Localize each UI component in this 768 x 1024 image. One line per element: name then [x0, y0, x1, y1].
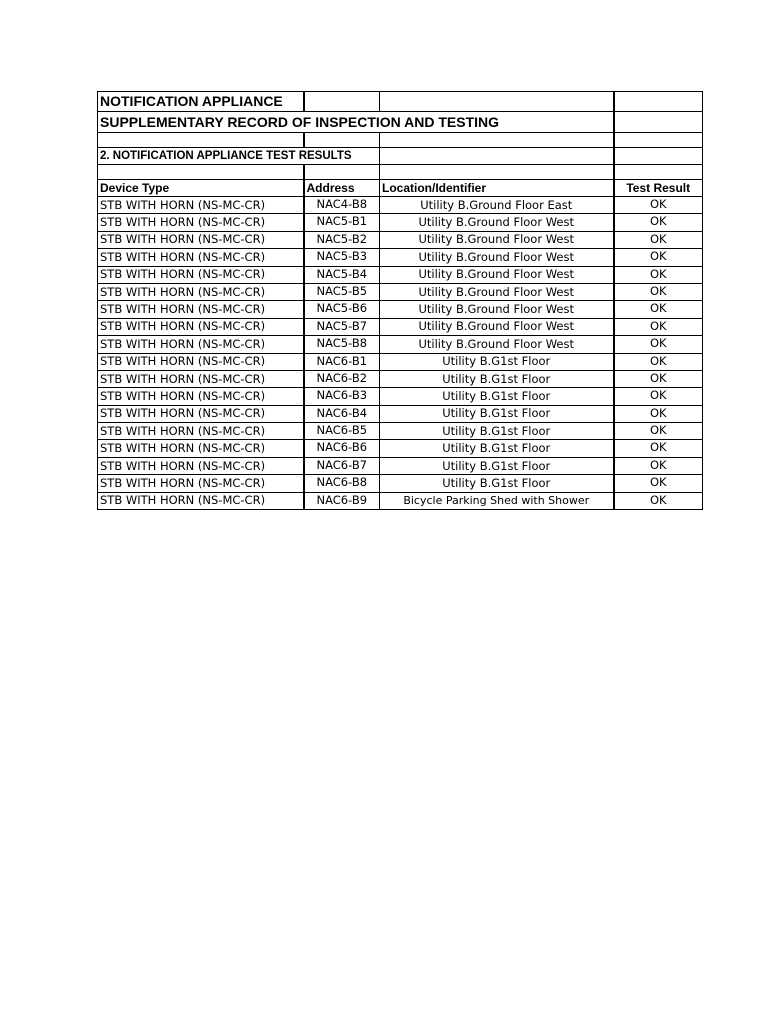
device-type-cell: STB WITH HORN (NS-MC-CR) [98, 370, 304, 387]
device-type-cell: STB WITH HORN (NS-MC-CR) [98, 405, 304, 422]
location-cell: Utility B.G1st Floor [380, 353, 614, 370]
device-type-cell: STB WITH HORN (NS-MC-CR) [98, 197, 304, 214]
device-type-cell: STB WITH HORN (NS-MC-CR) [98, 353, 304, 370]
test-result-cell: OK [614, 214, 703, 231]
test-result-cell: OK [614, 370, 703, 387]
device-type-cell: STB WITH HORN (NS-MC-CR) [98, 249, 304, 266]
column-header-address: Address [304, 180, 380, 197]
table-row [98, 266, 703, 283]
table-row [98, 301, 703, 318]
table-row [98, 336, 703, 353]
location-cell: Utility B.Ground Floor West [380, 266, 614, 283]
table-row [98, 214, 703, 231]
table-row [98, 370, 703, 387]
location-cell: Utility B.G1st Floor [380, 388, 614, 405]
address-cell: NAC5-B7 [304, 318, 380, 335]
table-row [98, 440, 703, 457]
table-row [98, 388, 703, 405]
device-type-cell: STB WITH HORN (NS-MC-CR) [98, 423, 304, 440]
device-type-cell: STB WITH HORN (NS-MC-CR) [98, 301, 304, 318]
test-result-cell: OK [614, 231, 703, 248]
blank-row [98, 165, 703, 180]
location-cell: Utility B.Ground Floor West [380, 214, 614, 231]
test-result-cell: OK [614, 301, 703, 318]
location-cell: Utility B.G1st Floor [380, 457, 614, 474]
empty-cell [614, 112, 703, 133]
table-row [98, 492, 703, 509]
column-header-test-result: Test Result [614, 180, 703, 197]
device-type-cell: STB WITH HORN (NS-MC-CR) [98, 231, 304, 248]
empty-cell [304, 92, 380, 112]
location-cell: Utility B.Ground Floor West [380, 249, 614, 266]
title-row-2 [98, 112, 703, 133]
test-result-cell: OK [614, 475, 703, 492]
location-cell: Utility B.Ground Floor West [380, 231, 614, 248]
device-type-cell: STB WITH HORN (NS-MC-CR) [98, 440, 304, 457]
test-result-cell: OK [614, 457, 703, 474]
empty-cell [98, 133, 304, 148]
test-result-cell: OK [614, 405, 703, 422]
address-cell: NAC6-B9 [304, 492, 380, 509]
section-title: 2. NOTIFICATION APPLIANCE TEST RESULTS [98, 148, 380, 165]
location-cell: Utility B.Ground Floor East [380, 197, 614, 214]
location-cell: Utility B.G1st Floor [380, 405, 614, 422]
device-type-cell: STB WITH HORN (NS-MC-CR) [98, 388, 304, 405]
empty-cell [614, 165, 703, 180]
table-row [98, 353, 703, 370]
table-row [98, 457, 703, 474]
address-cell: NAC5-B8 [304, 336, 380, 353]
test-result-cell: OK [614, 388, 703, 405]
column-header-device-type: Device Type [98, 180, 304, 197]
test-result-cell: OK [614, 353, 703, 370]
location-cell: Bicycle Parking Shed with Shower [380, 492, 614, 509]
test-result-cell: OK [614, 423, 703, 440]
inspection-record-table [97, 91, 703, 510]
address-cell: NAC6-B5 [304, 423, 380, 440]
title-row-1 [98, 92, 703, 112]
empty-cell [614, 133, 703, 148]
location-cell: Utility B.Ground Floor West [380, 301, 614, 318]
empty-cell [304, 133, 380, 148]
empty-cell [614, 92, 703, 112]
address-cell: NAC4-B8 [304, 197, 380, 214]
empty-cell [380, 148, 614, 165]
empty-cell [304, 165, 380, 180]
column-header-row [98, 180, 703, 197]
test-result-cell: OK [614, 197, 703, 214]
device-type-cell: STB WITH HORN (NS-MC-CR) [98, 266, 304, 283]
test-result-cell: OK [614, 492, 703, 509]
location-cell: Utility B.G1st Floor [380, 423, 614, 440]
address-cell: NAC5-B3 [304, 249, 380, 266]
table-row [98, 249, 703, 266]
location-cell: Utility B.Ground Floor West [380, 336, 614, 353]
address-cell: NAC6-B2 [304, 370, 380, 387]
address-cell: NAC6-B7 [304, 457, 380, 474]
test-result-cell: OK [614, 440, 703, 457]
table-row [98, 405, 703, 422]
table-row [98, 423, 703, 440]
address-cell: NAC5-B4 [304, 266, 380, 283]
address-cell: NAC6-B8 [304, 475, 380, 492]
test-result-cell: OK [614, 249, 703, 266]
device-type-cell: STB WITH HORN (NS-MC-CR) [98, 214, 304, 231]
location-cell: Utility B.G1st Floor [380, 440, 614, 457]
section-row [98, 148, 703, 165]
empty-cell [380, 165, 614, 180]
location-cell: Utility B.Ground Floor West [380, 283, 614, 300]
table-row [98, 231, 703, 248]
test-result-cell: OK [614, 336, 703, 353]
test-result-cell: OK [614, 318, 703, 335]
empty-cell [98, 165, 304, 180]
table-row [98, 475, 703, 492]
device-type-cell: STB WITH HORN (NS-MC-CR) [98, 283, 304, 300]
location-cell: Utility B.G1st Floor [380, 370, 614, 387]
device-type-cell: STB WITH HORN (NS-MC-CR) [98, 336, 304, 353]
location-cell: Utility B.G1st Floor [380, 475, 614, 492]
address-cell: NAC6-B6 [304, 440, 380, 457]
device-type-cell: STB WITH HORN (NS-MC-CR) [98, 475, 304, 492]
table-row [98, 318, 703, 335]
address-cell: NAC6-B3 [304, 388, 380, 405]
device-type-cell: STB WITH HORN (NS-MC-CR) [98, 457, 304, 474]
address-cell: NAC5-B5 [304, 283, 380, 300]
device-type-cell: STB WITH HORN (NS-MC-CR) [98, 318, 304, 335]
test-result-cell: OK [614, 266, 703, 283]
address-cell: NAC5-B1 [304, 214, 380, 231]
table-row [98, 197, 703, 214]
address-cell: NAC6-B1 [304, 353, 380, 370]
title-line-1: NOTIFICATION APPLIANCE [98, 92, 304, 112]
address-cell: NAC5-B6 [304, 301, 380, 318]
title-line-2: SUPPLEMENTARY RECORD OF INSPECTION AND TESTING [98, 112, 614, 133]
blank-row [98, 133, 703, 148]
test-result-cell: OK [614, 283, 703, 300]
empty-cell [380, 133, 614, 148]
empty-cell [380, 92, 614, 112]
location-cell: Utility B.Ground Floor West [380, 318, 614, 335]
address-cell: NAC6-B4 [304, 405, 380, 422]
device-type-cell: STB WITH HORN (NS-MC-CR) [98, 492, 304, 509]
table-row [98, 283, 703, 300]
table-body [98, 92, 703, 510]
empty-cell [614, 148, 703, 165]
column-header-location: Location/Identifier [380, 180, 614, 197]
address-cell: NAC5-B2 [304, 231, 380, 248]
